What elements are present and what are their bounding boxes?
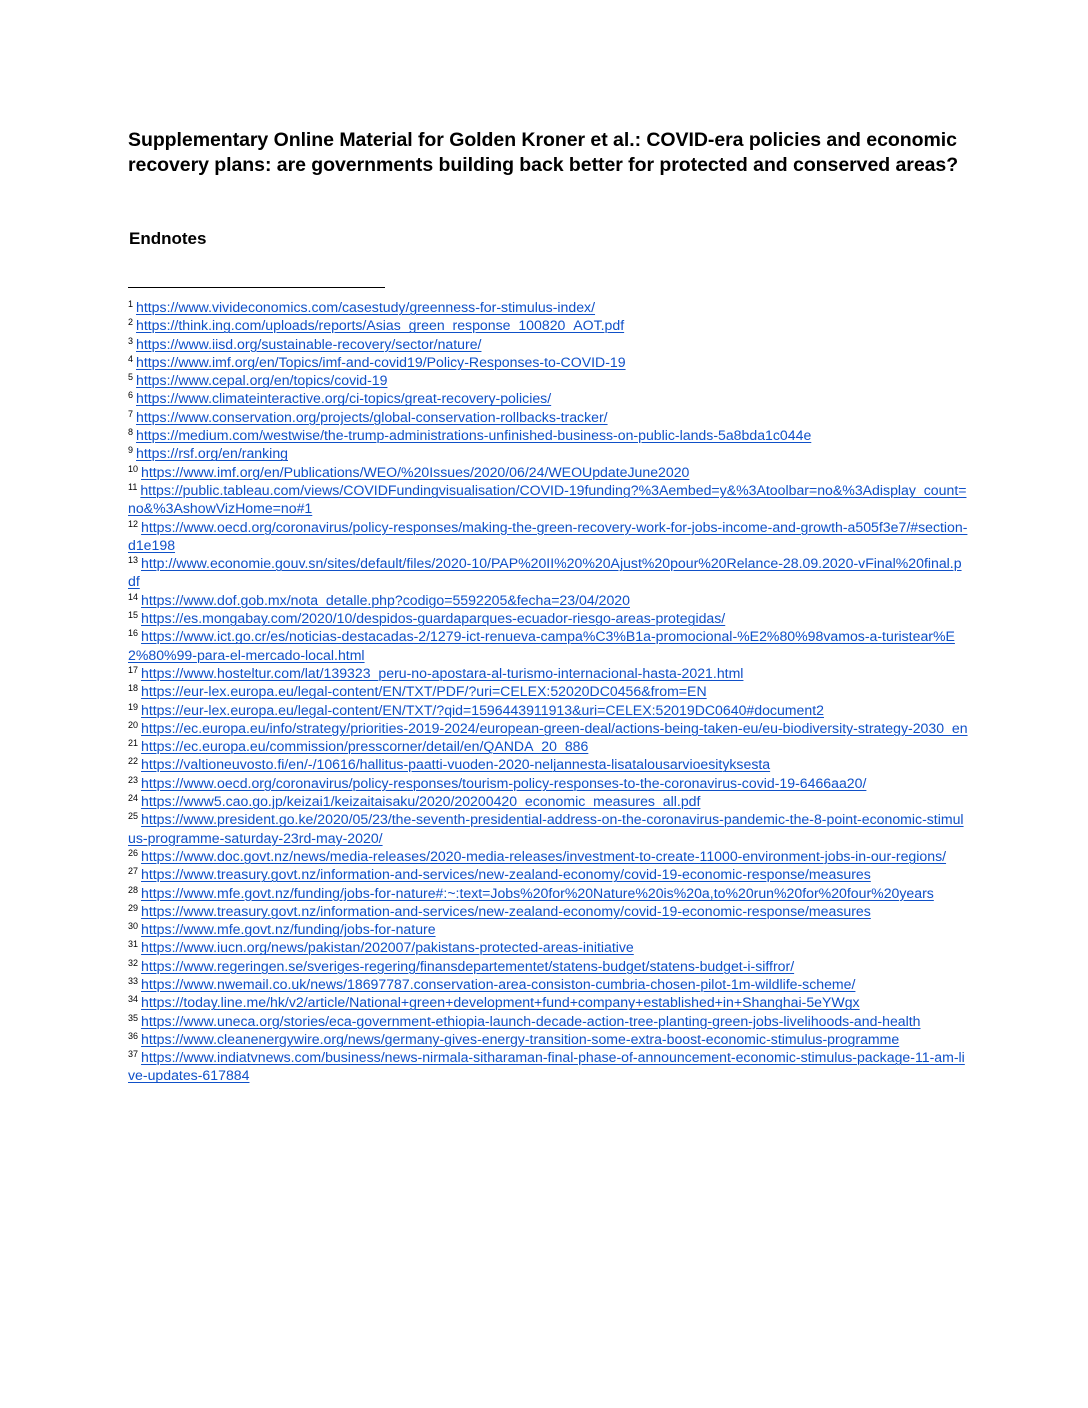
endnote-item [128, 518, 968, 555]
endnote-number: 8 [128, 427, 134, 438]
endnote-number: 17 [128, 664, 139, 675]
endnote-item [128, 774, 968, 792]
endnote-number: 19 [128, 701, 139, 712]
endnote-link[interactable]: https://www.ict.go.cr/es/noticias-destacadas-2/1279-ict-renueva-campa%C3%B1a-promocional-%E2%80%98vamos-a-turistear%E2%80%99-para-el-mercado-local.html [128, 628, 955, 663]
endnote-link[interactable]: https://www.doc.govt.nz/news/media-releases/2020-media-releases/investment-to-create-11000-environment-jobs-in-our-regions/ [141, 847, 947, 864]
endnote-item [128, 371, 968, 389]
endnote-item [128, 719, 968, 737]
endnote-item [128, 902, 968, 920]
endnote-item [128, 755, 968, 773]
endnote-item [128, 920, 968, 938]
endnote-link[interactable]: https://public.tableau.com/views/COVIDFundingvisualisation/COVID-19funding?%3Aembed=y&%3Atoolbar=no&%3Adisplay_count=no&%3AshowVizHome=no#1 [128, 481, 967, 517]
endnote-number: 4 [128, 353, 134, 364]
endnote-link[interactable]: https://www.conservation.org/projects/global-conservation-rollbacks-tracker/ [136, 408, 608, 425]
endnote-item [128, 316, 968, 334]
endnote-link[interactable]: https://www.hosteltur.com/lat/139323_peru-no-apostara-al-turismo-internacional-hasta-2021.html [141, 664, 744, 681]
endnote-item [128, 463, 968, 481]
endnote-number: 31 [128, 939, 139, 950]
endnote-number: 27 [128, 866, 139, 877]
endnote-link[interactable]: https://www.iucn.org/news/pakistan/202007/pakistans-protected-areas-initiative [141, 939, 634, 956]
endnote-number: 18 [128, 683, 139, 694]
endnote-number: 34 [128, 994, 139, 1005]
endnote-link[interactable]: https://www.climateinteractive.org/ci-topics/great-recovery-policies/ [136, 390, 552, 407]
endnote-number: 13 [128, 555, 139, 566]
endnotes-list [128, 298, 968, 1085]
endnote-link[interactable]: https://ec.europa.eu/info/strategy/priorities-2019-2024/european-green-deal/actions-being-taken-eu/eu-biodiversity-strategy-2030_en [141, 719, 968, 736]
endnote-number: 9 [128, 445, 134, 456]
endnote-link[interactable]: https://www.mfe.govt.nz/funding/jobs-for-nature#:~:text=Jobs%20for%20Nature%20is%20a,to%20run%20for%20four%20years [141, 884, 934, 901]
endnote-number: 2 [128, 317, 134, 328]
footnote-separator [128, 287, 385, 288]
endnote-number: 37 [128, 1049, 139, 1060]
endnote-link[interactable]: https://eur-lex.europa.eu/legal-content/EN/TXT/PDF/?uri=CELEX:52020DC0456&from=EN [141, 683, 707, 700]
endnote-item [128, 884, 968, 902]
endnote-number: 24 [128, 793, 139, 804]
endnote-link[interactable]: https://www.oecd.org/coronavirus/policy-responses/making-the-green-recovery-work-for-jobs-income-and-growth-a505f3e7/#section-d1e198 [128, 518, 968, 553]
endnote-link[interactable]: http://www.economie.gouv.sn/sites/default/files/2020-10/PAP%20II%20%20Ajust%20pour%20Relance-28.09.2020-vFinal%20final.pdf [128, 555, 962, 590]
endnote-link[interactable]: https://www.treasury.govt.nz/information-and-services/new-zealand-economy/covid-19-economic-response/measures [141, 866, 871, 883]
endnote-number: 12 [128, 518, 139, 529]
endnote-link[interactable]: https://www.president.go.ke/2020/05/23/the-seventh-presidential-address-on-the-coronavirus-pandemic-the-8-point-economic-stimulus-programme-saturday-23rd-may-2020/ [128, 811, 964, 846]
endnote-number: 1 [128, 299, 134, 309]
endnote-item [128, 957, 968, 975]
endnote-number: 30 [128, 921, 139, 932]
endnote-link[interactable]: https://ec.europa.eu/commission/presscorner/detail/en/QANDA_20_886 [141, 738, 589, 755]
endnote-number: 7 [128, 408, 134, 419]
endnote-item [128, 792, 968, 810]
endnote-link[interactable]: https://rsf.org/en/ranking [136, 445, 288, 462]
endnote-link[interactable]: https://es.mongabay.com/2020/10/despidos-guardaparques-ecuador-riesgo-areas-protegidas/ [141, 610, 726, 627]
endnote-number: 5 [128, 372, 134, 383]
endnote-item [128, 609, 968, 627]
endnote-link[interactable]: https://www.oecd.org/coronavirus/policy-responses/tourism-policy-responses-to-the-coronavirus-covid-19-6466aa20/ [141, 774, 867, 791]
endnote-number: 6 [128, 390, 134, 401]
endnote-item [128, 591, 968, 609]
endnote-link[interactable]: https://www.cleanenergywire.org/news/germany-gives-energy-transition-some-extra-boost-economic-stimulus-programme [141, 1030, 900, 1047]
endnote-link[interactable]: https://www.treasury.govt.nz/information-and-services/new-zealand-economy/covid-19-economic-response/measures [141, 902, 871, 919]
endnote-number: 25 [128, 811, 139, 822]
endnote-item [128, 353, 968, 371]
endnote-link[interactable]: https://medium.com/westwise/the-trump-administrations-unfinished-business-on-public-lands-5a8bda1c044e [136, 427, 812, 444]
endnotes-heading: Endnotes [129, 229, 207, 248]
endnote-link[interactable]: https://www.indiatvnews.com/business/news-nirmala-sitharaman-final-phase-of-announcement-economic-stimulus-package-11-am-live-updates-617884 [128, 1049, 965, 1084]
endnote-item [128, 627, 968, 664]
endnote-link[interactable]: https://www.regeringen.se/sveriges-regering/finansdepartementet/statens-budget/statens-budget-i-siffror/ [141, 957, 795, 974]
endnote-link[interactable]: https://www.imf.org/en/Topics/imf-and-covid19/Policy-Responses-to-COVID-19 [136, 353, 626, 370]
endnote-item [128, 664, 968, 682]
endnote-item [128, 938, 968, 956]
endnote-link[interactable]: https://valtioneuvosto.fi/en/-/10616/hallitus-paatti-vuoden-2020-neljannesta-lisatalousarvioesityksesta [141, 756, 771, 773]
endnote-item [128, 481, 968, 518]
endnote-item [128, 298, 968, 316]
endnote-number: 26 [128, 847, 139, 858]
endnote-item [128, 682, 968, 700]
endnote-item [128, 1030, 968, 1048]
endnote-number: 22 [128, 756, 139, 767]
endnote-item [128, 444, 968, 462]
endnote-link[interactable]: https://www.uneca.org/stories/eca-government-ethiopia-launch-decade-action-tree-planting-green-jobs-livelihoods-and-health [141, 1012, 921, 1029]
endnote-item [128, 865, 968, 883]
endnote-item [128, 1012, 968, 1030]
endnote-number: 33 [128, 975, 139, 986]
endnote-link[interactable]: https://www.iisd.org/sustainable-recovery/sector/nature/ [136, 335, 482, 352]
endnote-item [128, 554, 968, 591]
endnote-number: 16 [128, 628, 139, 639]
endnote-link[interactable]: https://www5.cao.go.jp/keizai1/keizaitaisaku/2020/20200420_economic_measures_all.pdf [141, 793, 701, 810]
document-title: Supplementary Online Material for Golden Kroner et al.: COVID-era policies and economic recovery plans: are governments building back better for protected and conserved areas? [128, 129, 959, 176]
endnote-number: 20 [128, 719, 139, 730]
endnote-number: 21 [128, 738, 139, 749]
endnote-number: 14 [128, 591, 139, 602]
endnote-link[interactable]: https://www.dof.gob.mx/nota_detalle.php?codigo=5592205&fecha=23/04/2020 [141, 591, 630, 608]
endnote-link[interactable]: https://today.line.me/hk/v2/article/National+green+development+fund+company+established+in+Shanghai-5eYWgx [141, 994, 860, 1011]
endnote-item [128, 847, 968, 865]
endnote-link[interactable]: https://www.mfe.govt.nz/funding/jobs-for-nature [141, 921, 436, 938]
endnote-item [128, 993, 968, 1011]
endnote-item [128, 389, 968, 407]
endnote-item [128, 426, 968, 444]
endnote-link[interactable]: https://think.ing.com/uploads/reports/Asias_green_response_100820_AOT.pdf [136, 317, 625, 334]
endnote-link[interactable]: https://www.imf.org/en/Publications/WEO/%20Issues/2020/06/24/WEOUpdateJune2020 [141, 463, 690, 480]
endnote-item [128, 1048, 968, 1085]
endnote-number: 15 [128, 610, 139, 621]
endnote-number: 36 [128, 1030, 139, 1041]
endnote-item [128, 737, 968, 755]
endnote-link[interactable]: https://www.nwemail.co.uk/news/18697787.conservation-area-consiston-cumbria-chosen-pilot-1m-wildlife-scheme/ [141, 975, 856, 992]
endnote-number: 23 [128, 774, 139, 785]
endnote-item [128, 408, 968, 426]
endnote-number: 32 [128, 957, 139, 968]
endnote-link[interactable]: https://www.cepal.org/en/topics/covid-19 [136, 372, 388, 389]
endnote-number: 29 [128, 902, 139, 913]
endnote-item [128, 335, 968, 353]
endnote-item [128, 975, 968, 993]
endnote-item [128, 701, 968, 719]
endnote-item [128, 810, 968, 847]
endnote-number: 10 [128, 463, 139, 474]
endnote-number: 3 [128, 335, 134, 346]
endnote-number: 35 [128, 1012, 139, 1023]
endnote-number: 28 [128, 884, 139, 895]
endnote-number: 11 [128, 481, 138, 492]
endnote-link[interactable]: https://www.vivideconomics.com/casestudy/greenness-for-stimulus-index/ [136, 299, 596, 315]
endnote-link[interactable]: https://eur-lex.europa.eu/legal-content/EN/TXT/?qid=1596443911913&uri=CELEX:52019DC0640#document2 [141, 701, 824, 718]
